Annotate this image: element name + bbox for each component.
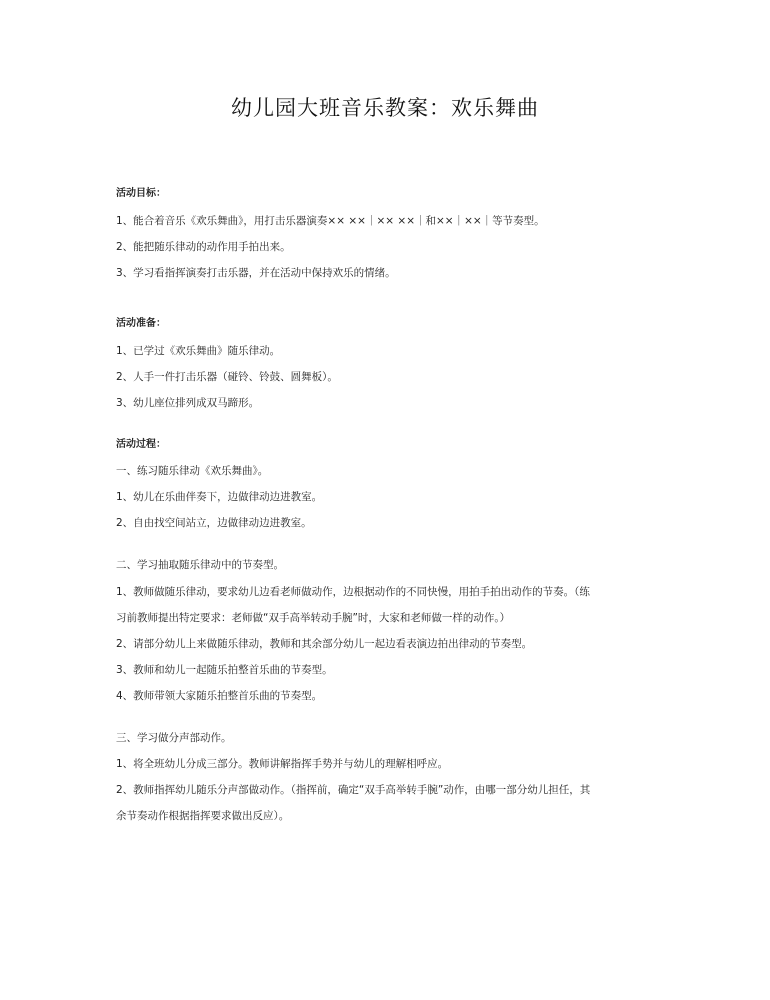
process-line: 三、学习做分声部动作。 (116, 732, 232, 744)
section-heading-preparation: 活动准备： (116, 318, 166, 329)
process-line: 一、练习随乐律动《欢乐舞曲》。 (116, 465, 269, 477)
process-line: 2、自由找空间站立，边做律动边进教室。 (116, 517, 312, 529)
process-line: 余节奏动作根据指挥要求做出反应）。 (116, 810, 290, 822)
goal-item-1: 1、能合着音乐《欢乐舞曲》，用打击乐器演奏×× ××｜×× ××｜和××｜××｜等节奏型。 (116, 215, 545, 227)
section-heading-goals: 活动目标： (116, 188, 166, 199)
prep-item-3: 3、幼儿座位排列成双马蹄形。 (116, 397, 260, 409)
process-line: 2、教师指挥幼儿随乐分声部做动作。（指挥前，确定“双手高举转手腕”动作，由哪一部分幼儿担任，其 (116, 784, 591, 796)
process-line: 1、幼儿在乐曲伴奏下，边做律动边进教室。 (116, 491, 323, 503)
process-line: 习前教师提出特定要求：老师做“双手高举转动手腕”时，大家和老师做一样的动作。） (116, 612, 511, 624)
process-line: 2、请部分幼儿上来做随乐律动，教师和其余部分幼儿一起边看表演边拍出律动的节奏型。 (116, 638, 533, 650)
process-line: 4、教师带领大家随乐拍整首乐曲的节奏型。 (116, 690, 323, 702)
process-line: 3、教师和幼儿一起随乐拍整首乐曲的节奏型。 (116, 664, 333, 676)
goal-item-2: 2、能把随乐律动的动作用手拍出来。 (116, 241, 291, 253)
section-heading-process: 活动过程： (116, 439, 166, 450)
goal-item-3: 3、学习看指挥演奏打击乐器，并在活动中保持欢乐的情绪。 (116, 267, 396, 279)
process-line: 二、学习抽取随乐律动中的节奏型。 (116, 559, 284, 571)
process-line: 1、将全班幼儿分成三部分。教师讲解指挥手势并与幼儿的理解相呼应。 (116, 758, 449, 770)
process-line: 1、教师做随乐律动，要求幼儿边看老师做动作，边根据动作的不同快慢，用拍手拍出动作的节奏。（练 (116, 586, 590, 598)
document-title: 幼儿园大班音乐教案：欢乐舞曲 (231, 96, 539, 120)
prep-item-2: 2、人手一件打击乐器（碰铃、铃鼓、圆舞板）。 (116, 371, 338, 383)
prep-item-1: 1、已学过《欢乐舞曲》随乐律动。 (116, 345, 281, 357)
